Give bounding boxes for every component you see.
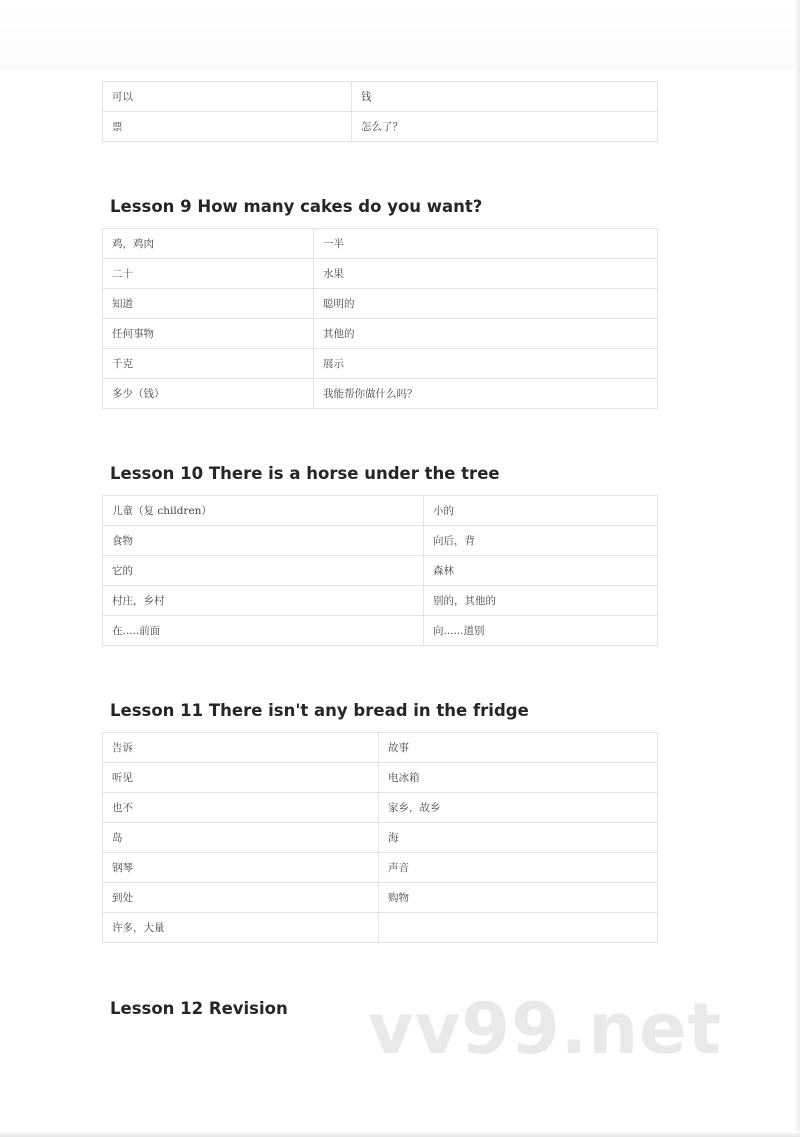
table-cell: 千克 [103,349,314,379]
table-cell: 声音 [379,853,658,883]
table-cell: 怎么了？ [352,112,658,142]
table-cell: 鸡，鸡肉 [103,229,314,259]
table-row [103,793,658,823]
table-cell: 到处 [103,883,379,913]
table-cell: 我能帮你做什么吗？ [314,379,658,409]
table-cell: 钢琴 [103,853,379,883]
table-row [103,112,658,142]
table-cell: 向......道别 [424,616,658,646]
table-cell: 岛 [103,823,379,853]
lesson-12-heading: Lesson 12 Revision [110,999,288,1018]
page-bottom-edge [0,1131,800,1137]
lesson-9-heading: Lesson 9 How many cakes do you want? [110,197,483,216]
table-row [103,259,658,289]
table-row [103,349,658,379]
table-cell: 故事 [379,733,658,763]
page-right-edge [794,0,800,1137]
table-cell: 也不 [103,793,379,823]
table-cell: 聪明的 [314,289,658,319]
lesson-10-heading: Lesson 10 There is a horse under the tree [110,464,500,483]
table-row [103,913,658,943]
table-row [103,823,658,853]
table-cell [379,913,658,943]
table-cell: 购物 [379,883,658,913]
site-watermark: vv99.net [368,988,723,1070]
table-cell: 多少（钱） [103,379,314,409]
table-cell: 村庄，乡村 [103,586,424,616]
table-cell: 别的，其他的 [424,586,658,616]
table-cell: 许多，大量 [103,913,379,943]
table-row [103,319,658,349]
vocab-table-lesson-9 [102,228,658,409]
lesson-11-heading: Lesson 11 There isn't any bread in the fridge [110,701,529,720]
table-row [103,526,658,556]
table-cell: 电冰箱 [379,763,658,793]
table-cell: 任何事物 [103,319,314,349]
table-row [103,82,658,112]
table-cell: 儿童（复 children） [103,496,424,526]
table-cell: 展示 [314,349,658,379]
table-row [103,733,658,763]
table-row [103,229,658,259]
table-row [103,883,658,913]
table-cell: 小的 [424,496,658,526]
table-cell: 可以 [103,82,352,112]
table-row [103,379,658,409]
vocab-table-lesson-11 [102,732,658,943]
table-cell: 在.....前面 [103,616,424,646]
table-cell: 食物 [103,526,424,556]
table-cell: 向后，背 [424,526,658,556]
table-cell: 森林 [424,556,658,586]
table-row [103,763,658,793]
table-row [103,853,658,883]
table-row [103,586,658,616]
vocab-table-lesson-10 [102,495,658,646]
table-cell: 一半 [314,229,658,259]
table-cell: 水果 [314,259,658,289]
table-row [103,556,658,586]
table-cell: 听见 [103,763,379,793]
page-top-shade [0,0,800,70]
table-row [103,289,658,319]
table-cell: 它的 [103,556,424,586]
table-cell: 海 [379,823,658,853]
table-cell: 二十 [103,259,314,289]
table-cell: 票 [103,112,352,142]
vocab-table-lesson-8 [102,81,658,142]
table-row [103,496,658,526]
table-cell: 其他的 [314,319,658,349]
table-cell: 钱 [352,82,658,112]
table-cell: 家乡，故乡 [379,793,658,823]
table-row [103,616,658,646]
table-cell: 知道 [103,289,314,319]
table-cell: 告诉 [103,733,379,763]
